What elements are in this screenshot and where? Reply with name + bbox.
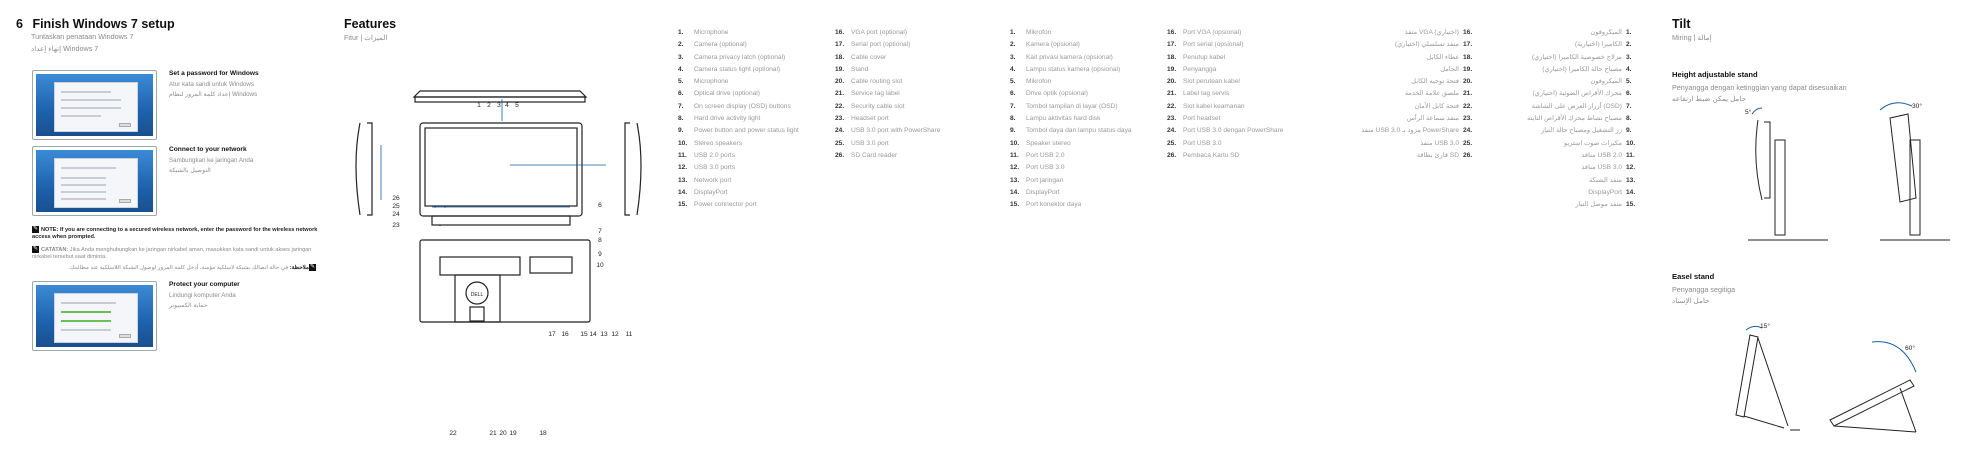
list-item: 12. USB 3.0 ports bbox=[678, 164, 736, 172]
tilt-subtitle: Miring | إمالة bbox=[1672, 33, 1712, 42]
list-item: 2. Camera (optional) bbox=[678, 41, 747, 49]
callout-23: 23 bbox=[392, 222, 400, 229]
list-en-2 bbox=[835, 27, 940, 162]
step-number: 6 bbox=[16, 17, 23, 31]
list-item: 3. Kait privasi kamera (opsional) bbox=[1010, 53, 1113, 61]
list-item: الميكروفون 5. bbox=[1590, 78, 1632, 86]
list-item: 22. Slot kabel keamanan bbox=[1167, 102, 1245, 110]
angle-60: 60° bbox=[1905, 345, 1915, 352]
list-item: 10. Speaker stereo bbox=[1010, 139, 1071, 147]
list-item: 23. Port headset bbox=[1167, 115, 1221, 123]
callout-8: 8 bbox=[598, 237, 602, 244]
list-item: 12. Port USB 3.0 bbox=[1010, 164, 1065, 172]
list-item: منفذ سماعة الرأس 23. bbox=[1406, 115, 1473, 123]
callout-16: 16 bbox=[561, 331, 569, 338]
note-id-label: CATATAN: bbox=[41, 246, 69, 253]
list-item: 13. Port jaringan bbox=[1010, 176, 1064, 184]
step-password-sub-ar: إعداد كلمة المرور لنظام Windows bbox=[169, 91, 258, 98]
callout-7: 7 bbox=[598, 228, 602, 235]
list-item: 18. Penutup kabel bbox=[1167, 53, 1226, 61]
list-item: الميكروفون 1. bbox=[1590, 29, 1632, 36]
list-item: 11. USB 2.0 ports bbox=[678, 151, 736, 159]
list-item: 16. VGA port (optional) bbox=[835, 29, 908, 36]
list-en-1 bbox=[678, 27, 799, 211]
features-subtitle: Fitur | الميزات bbox=[344, 33, 388, 42]
angle-15: 15° bbox=[1760, 323, 1770, 330]
list-item: 6. Optical drive (optional) bbox=[678, 90, 760, 98]
callouts-back-bottom bbox=[449, 430, 547, 437]
note-id bbox=[32, 246, 312, 261]
note-icon: ✎ bbox=[32, 246, 39, 252]
list-item: 24. Port USB 3.0 dengan PowerShare bbox=[1167, 127, 1284, 135]
callouts-back-top bbox=[548, 331, 632, 338]
list-item: DisplayPort 14. bbox=[1588, 188, 1636, 196]
monitor-easel-2 bbox=[1830, 380, 1914, 426]
back-view bbox=[420, 240, 590, 322]
list-item: 25. USB 3.0 port bbox=[835, 139, 889, 147]
list-item: 13. Network port bbox=[678, 176, 732, 184]
list-item: 7. Tombol tampilan di layar (OSD) bbox=[1010, 102, 1118, 110]
list-item: 15. Power connector port bbox=[678, 201, 757, 209]
brand-logo: DELL bbox=[470, 292, 484, 298]
easel-stand-2 bbox=[1834, 388, 1916, 432]
note-id-text: Jika Anda menghubungkan ke jaringan nirkabel aman, masukkan kata sandi untuk akses jaringan nirkabel tersebut saat diminta. bbox=[32, 246, 312, 260]
list-item: 7. On screen display (OSD) buttons bbox=[678, 102, 791, 110]
list-item: قارئ بطاقة SD 26. bbox=[1416, 151, 1473, 159]
top-view-outline bbox=[414, 91, 586, 97]
list-item: محرك الأقراص الضوئية (اختياري) 6. bbox=[1532, 90, 1632, 98]
monitor-1 bbox=[1756, 120, 1762, 200]
list-item: 9. Power button and power status light bbox=[678, 127, 799, 135]
list-item: 23. Headset port bbox=[835, 115, 889, 123]
list-item: 2. Kamera (opsional) bbox=[1010, 41, 1080, 49]
callout-22: 22 bbox=[449, 430, 457, 437]
tilt-arrow-1 bbox=[1752, 108, 1762, 114]
list-item: 10. Stereo speakers bbox=[678, 139, 743, 147]
note-ar bbox=[60, 264, 318, 272]
height-stand-diagram bbox=[1740, 100, 1950, 260]
note-en-text: If you are connecting to a secured wireless network, enter the password for the wireless network access when prompted. bbox=[32, 226, 318, 240]
angle-5: 5° bbox=[1745, 109, 1752, 116]
right-side-view bbox=[637, 123, 641, 215]
list-item: 26. Pembaca Kartu SD bbox=[1167, 151, 1240, 159]
callout-1: 1 bbox=[477, 102, 481, 109]
setup-subtitle-id: Tuntaskan penataan Windows 7 bbox=[31, 32, 134, 41]
note-en-label: NOTE: bbox=[41, 226, 59, 233]
list-item: منفذ موصل التيار 15. bbox=[1575, 201, 1636, 209]
callout-11: 11 bbox=[625, 331, 633, 338]
tilt-arrow-2 bbox=[1880, 103, 1912, 110]
list-item: 17. Serial port (optional) bbox=[835, 41, 911, 49]
callout-12: 12 bbox=[611, 331, 619, 338]
list-item: الكاميرا (اختيارية) 2. bbox=[1574, 41, 1632, 49]
note-icon: ✎ bbox=[309, 264, 316, 270]
section-title-setup bbox=[16, 17, 175, 31]
list-item: 20. Slot perutean kabel bbox=[1167, 78, 1240, 86]
list-id-2 bbox=[1167, 27, 1283, 162]
list-item: 21. Label tag servis bbox=[1167, 90, 1230, 98]
screenshot-network bbox=[32, 146, 157, 216]
screenshot-protect bbox=[32, 281, 157, 351]
list-item: 6. Drive optik (opsional) bbox=[1010, 90, 1088, 98]
note-ar-text: في حالة اتصالك بشبكة لاسلكية مؤمنة، أدخل كلمة المرور لوصول الشبكة اللاسلكية عند مطالبتك. bbox=[68, 264, 289, 271]
callout-25: 25 bbox=[392, 203, 400, 210]
tilt-title: Tilt bbox=[1672, 17, 1691, 31]
list-item: منفذ تسلسلي (اختياري) 17. bbox=[1394, 41, 1473, 49]
list-item: 8. Lampu aktivitas hard disk bbox=[1010, 115, 1101, 123]
note-en bbox=[32, 226, 322, 241]
step-protect-title: Protect your computer bbox=[169, 281, 240, 288]
list-item: 24. USB 3.0 port with PowerShare bbox=[835, 127, 941, 135]
left-side-view bbox=[356, 123, 360, 215]
list-item: 8. Hard drive activity light bbox=[678, 115, 761, 123]
list-item: 22. Security cable slot bbox=[835, 102, 905, 110]
callout-5: 5 bbox=[515, 102, 519, 109]
list-item: منفذ USB 3.0 25. bbox=[1420, 139, 1473, 147]
callout-17: 17 bbox=[548, 331, 556, 338]
callout-3: 3 bbox=[497, 102, 501, 109]
callout-19: 19 bbox=[509, 430, 517, 437]
list-item: 4. Camera status light (optional) bbox=[678, 65, 781, 73]
list-item: 21. Service tag label bbox=[835, 90, 900, 98]
list-item: مصباح حالة الكاميرا (اختياري) 4. bbox=[1542, 65, 1632, 73]
list-item: 15. Port konektor daya bbox=[1010, 201, 1082, 209]
step-protect-sub-id: Lindungi komputer Anda bbox=[169, 292, 236, 299]
callout-21: 21 bbox=[489, 430, 497, 437]
monitor-easel-1 bbox=[1736, 335, 1758, 417]
list-item: 4. Lampu status kamera (opsional) bbox=[1010, 65, 1121, 73]
setup-title: Finish Windows 7 setup bbox=[32, 17, 175, 31]
step-password-sub-id: Atur kata sandi untuk Windows bbox=[169, 81, 254, 88]
list-item: 18. Cable cover bbox=[835, 53, 887, 61]
callout-6: 6 bbox=[598, 202, 602, 209]
monitor-2 bbox=[1890, 114, 1916, 202]
callout-9: 9 bbox=[598, 251, 602, 258]
easel-stand-title: Easel stand bbox=[1672, 272, 1715, 281]
easel-stand-diagram bbox=[1700, 320, 1930, 440]
height-stand-sub-ar: حامل يمكن ضبط ارتفاعه bbox=[1672, 94, 1747, 103]
list-item: غطاء الكابل 18. bbox=[1426, 53, 1473, 61]
callouts-right bbox=[596, 202, 604, 269]
list-item: ملصق علامة الخدمة 21. bbox=[1404, 90, 1473, 98]
list-item: أزرار العرض على الشاشة (OSD) 7. bbox=[1531, 102, 1632, 110]
stand-1 bbox=[1775, 140, 1785, 235]
list-item: الحامل 19. bbox=[1440, 65, 1473, 73]
list-ar-1 bbox=[1510, 27, 1640, 211]
callout-15: 15 bbox=[580, 331, 588, 338]
setup-subtitle-ar: إنهاء إعداد Windows 7 bbox=[31, 44, 99, 53]
list-item: 19. Penyangga bbox=[1167, 65, 1217, 73]
step-protect-sub-ar: حماية الكمبيوتر bbox=[169, 302, 208, 309]
callouts-top bbox=[477, 102, 519, 109]
list-item: 14. DisplayPort bbox=[678, 188, 728, 196]
list-id-1 bbox=[1010, 27, 1132, 211]
features-title: Features bbox=[344, 17, 397, 31]
list-item: 11. Port USB 2.0 bbox=[1010, 151, 1065, 159]
list-item: منفذ VGA (اختياري) 16. bbox=[1404, 29, 1473, 36]
list-item: منافذ USB 3.0 12. bbox=[1581, 164, 1636, 172]
list-item: 17. Port serial (opsional) bbox=[1167, 41, 1244, 49]
list-item: 25. Port USB 3.0 bbox=[1167, 139, 1222, 147]
list-item: 19. Stand bbox=[835, 65, 869, 73]
callout-2: 2 bbox=[487, 102, 491, 109]
note-icon: ✎ bbox=[32, 226, 39, 232]
callout-4: 4 bbox=[505, 102, 509, 109]
callout-10: 10 bbox=[596, 262, 604, 269]
callout-20: 20 bbox=[499, 430, 507, 437]
height-stand-title: Height adjustable stand bbox=[1672, 70, 1758, 79]
angle-30: 30° bbox=[1912, 103, 1922, 110]
list-item: 9. Tombol daya dan lampu status daya bbox=[1010, 127, 1132, 135]
callout-26: 26 bbox=[392, 195, 400, 202]
step-password-title: Set a password for Windows bbox=[169, 70, 259, 77]
list-item: منفذ الشبكة 13. bbox=[1588, 176, 1636, 184]
list-item: 1. Microphone bbox=[678, 29, 729, 36]
callout-18: 18 bbox=[539, 430, 547, 437]
callout-13: 13 bbox=[600, 331, 608, 338]
screenshot-password bbox=[32, 70, 157, 140]
list-item: مزلاج خصوصية الكاميرا (اختياري) 3. bbox=[1531, 53, 1632, 61]
easel-stand-sub-id: Penyangga segitiga bbox=[1672, 285, 1736, 294]
list-item: 16. Port VGA (opsional) bbox=[1167, 29, 1242, 36]
easel-stand-1 bbox=[1744, 338, 1788, 428]
list-item: 20. Cable routing slot bbox=[835, 78, 903, 86]
list-item: زر التشغيل ومصباح حالة التيار 9. bbox=[1541, 127, 1632, 135]
list-item: 14. DisplayPort bbox=[1010, 188, 1060, 196]
front-base bbox=[432, 216, 570, 225]
list-item: 3. Camera privacy latch (optional) bbox=[678, 53, 786, 61]
list-item: منفذ USB 3.0 مزود بـ PowerShare 24. bbox=[1361, 127, 1473, 135]
step-network-title: Connect to your network bbox=[169, 146, 247, 153]
note-ar-label: ملاحظة: bbox=[289, 264, 309, 271]
step-network-sub-id: Sambungkan ke jaringan Anda bbox=[169, 157, 254, 164]
list-item: مصباح نشاط محرك الأقراص الثابتة 8. bbox=[1527, 115, 1632, 123]
list-item: فتحة كابل الأمان 22. bbox=[1414, 102, 1473, 110]
list-ar-2 bbox=[1345, 27, 1477, 162]
list-item: 1. Mikrofon bbox=[1010, 29, 1052, 36]
list-item: فتحة توجيه الكابل 20. bbox=[1411, 78, 1473, 86]
list-item: 5. Mikrofon bbox=[1010, 78, 1052, 86]
front-screen bbox=[425, 128, 577, 206]
list-item: 5. Microphone bbox=[678, 78, 729, 86]
callout-24: 24 bbox=[392, 211, 400, 218]
list-item: 26. SD Card reader bbox=[835, 151, 898, 159]
callout-14: 14 bbox=[589, 331, 597, 338]
step-network-sub-ar: التوصيل بالشبكة bbox=[169, 167, 211, 174]
easel-stand-sub-ar: حامل الإسناد bbox=[1672, 296, 1710, 305]
height-stand-sub-id: Penyangga dengan ketinggian yang dapat disesuaikan bbox=[1672, 83, 1847, 92]
list-item: مكبرات صوت استريو 10. bbox=[1564, 139, 1636, 147]
front-bezel bbox=[420, 123, 582, 216]
features-diagram bbox=[345, 85, 645, 445]
list-item: منافذ USB 2.0 11. bbox=[1581, 151, 1635, 159]
callouts-left bbox=[392, 195, 400, 229]
